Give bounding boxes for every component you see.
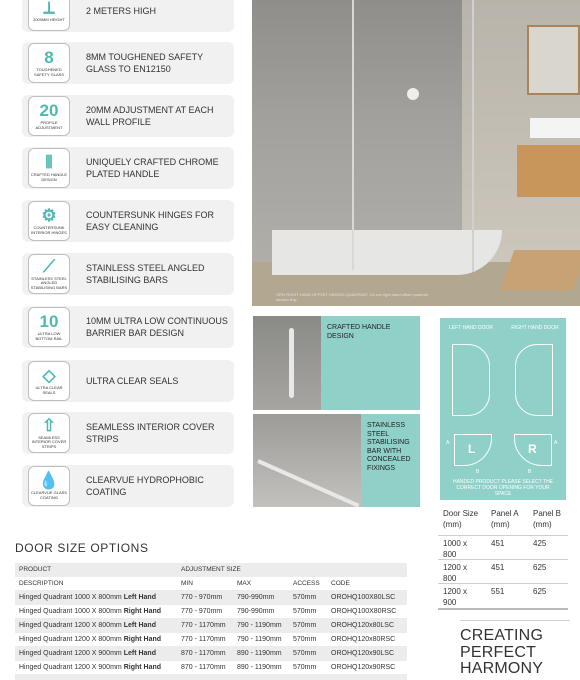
left-letter: L [468,442,476,456]
right-b-label: B [528,469,532,475]
row-access: 570mm [293,608,317,615]
row-min: 770 - 1170mm [181,622,226,629]
dims-cell: 425 [533,539,547,548]
handed-footer: HANDED PRODUCT PLEASE SELECT THE CORRECT DOOR OPENING FOR YOUR SPACE [452,479,554,497]
row-hand: Left Hand [123,594,156,601]
table-row [15,619,407,632]
feature-icon-caption: ULTRA CLEAR SEALS [35,384,63,395]
height-icon [28,0,70,31]
row-max: 790-990mm [237,608,275,615]
photo-caption: ORO RIGHT HAND OFFSET HINGED QUADRANT. Do not right hand offset quadrant shower tray [276,292,429,302]
row-min: 770 - 1170mm [181,636,226,643]
harmony-divider [460,620,570,621]
row-desc-text: Hinged Quadrant 1200 X 800mm [19,622,122,629]
dims-header-cell: Panel B (mm) [533,509,562,529]
diamond-icon [28,361,70,401]
harmony-heading [460,628,543,678]
feature-item [22,306,234,348]
row-description [19,647,156,660]
dims-bottom-rule [438,608,568,610]
feature-text: UNIQUELY CRAFTED CHROME PLATED HANDLE [86,157,219,179]
right-door-elevation [515,344,553,416]
row-code: OROHQ120x90LSC [331,650,395,657]
row-description [19,605,161,618]
left-a-label: A [446,440,450,446]
dims-cell: 551 [491,587,505,596]
feature-text: 2 METERS HIGH [86,6,157,16]
feature-icon-symbol: 20 [39,100,59,120]
row-description [19,633,161,646]
feature-icon-symbol: ◇ [42,365,56,385]
table-header-row-2 [15,577,407,590]
dims-divider [438,559,568,560]
hinge-icon [28,201,70,241]
row-hand: Left Hand [123,650,156,657]
feature-icon-caption: TOUGHENED SAFETY GLASS [34,66,64,77]
dims-cell: 625 [533,563,547,572]
col-description: DESCRIPTION [19,580,64,587]
row-code: OROHQ100X80LSC [331,594,396,601]
dims-divider [438,535,568,536]
handed-diagram [440,318,566,500]
row-min: 870 - 1170mm [181,650,226,657]
dims-cell: 451 [491,563,505,572]
feature-icon-symbol: 10 [39,311,59,331]
row-max: 790 - 1190mm [237,622,282,629]
stabilising-bar-text: STAINLESS STEEL STABILISING BAR WITH CONCEALED FIXINGS [367,422,411,472]
stabilising-bar-panel [361,414,420,507]
feature-icon-caption: ULTRA LOW BOTTOM RAIL [35,330,63,341]
row-max: 890 - 1190mm [237,650,282,657]
door-size-title: DOOR SIZE OPTIONS [15,541,149,555]
dims-cell: 1200 x 900 [443,587,468,607]
row-code: OROHQ120x90RSC [331,664,396,671]
feature-icon-caption: CLEARVUE GLASS COATING [31,489,67,500]
row-hand: Right Hand [123,664,162,671]
row-desc-text: Hinged Quadrant 1200 X 900mm [19,650,122,657]
handle-rod [289,328,294,398]
row-max: 790-990mm [237,594,275,601]
feature-icon-caption: COUNTERSUNK INTERIOR HINGES [31,224,67,235]
feature-item [22,0,234,32]
feature-icon-caption: CRAFTED HANDLE DESIGN [30,171,68,182]
row-desc-text: Hinged Quadrant 1000 X 800mm [19,608,122,615]
row-description [19,619,156,632]
feature-item [22,200,234,242]
row-min: 770 - 970mm [181,594,223,601]
feature-icon-symbol: ⟋ [43,256,55,276]
dims-header-cell: Panel A (mm) [491,509,519,529]
stabilising-bar-icon [28,254,70,294]
door-size-table [15,563,407,680]
row-max: 790 - 1190mm [237,636,282,643]
cover-strip-icon [28,413,70,453]
dims-divider [438,583,568,584]
feature-icon-symbol: 💧 [38,470,60,490]
handle-detail-panel [321,316,420,410]
stabilising-bar-photo [253,414,361,507]
photo-glass-edge-2 [472,0,474,272]
table-row [15,605,407,618]
row-max: 890 - 1190mm [237,664,282,671]
feature-icon-caption: STAINLESS STEEL ANGLED STABILISING BARS [30,275,68,290]
col-product: PRODUCT [19,566,52,573]
row-desc-text: Hinged Quadrant 1000 X 800mm [19,594,122,601]
row-access: 570mm [293,636,317,643]
right-hand-door-label: RIGHT HAND DOOR [511,325,559,331]
glass-thickness-icon [28,43,70,83]
feature-text: 20MM ADJUSTMENT AT EACH WALL PROFILE [86,105,214,127]
harmony-line-2: PERFECT [460,643,537,661]
photo-vanity-unit [517,145,580,197]
harmony-line-3: HARMONY [460,660,544,677]
row-description [19,661,161,674]
feature-text: 8MM TOUGHENED SAFETY GLASS TO EN12150 [86,52,204,74]
row-hand: Left Hand [123,622,156,629]
row-hand: Right Hand [123,608,162,615]
dims-cell: 451 [491,539,505,548]
photo-shower-valve [407,88,419,100]
photo-glass-edge [352,0,354,270]
dims-cell: 1200 x 800 [443,563,468,583]
feature-icon-symbol: ⇧ [41,415,57,435]
harmony-line-1: CREATING [460,627,544,644]
col-max: MAX [237,580,252,587]
feature-text: SEAMLESS INTERIOR COVER STRIPS [86,422,215,444]
coating-icon [28,466,70,506]
feature-icon-symbol: ⚙ [41,205,57,225]
handle-detail-text: CRAFTED HANDLE DESIGN [327,324,391,340]
row-code: OROHQ120x80LSC [331,622,395,629]
row-code: OROHQ100X80RSC [331,608,397,615]
row-min: 870 - 1170mm [181,664,226,671]
feature-text: STAINLESS STEEL ANGLED STABILISING BARS [86,263,205,285]
barrier-bar-icon [28,307,70,347]
col-adjustment: ADJUSTMENT SIZE [181,566,241,573]
row-desc-text: Hinged Quadrant 1200 X 800mm [19,636,122,643]
feature-text: 10MM ULTRA LOW CONTINUOUS BARRIER BAR DESIGN [86,316,228,338]
col-min: MIN [181,580,193,587]
feature-icon-symbol: ⦀ [45,152,53,172]
stabilising-bar-rod [257,459,359,507]
feature-icon-symbol: ⟂ [43,0,55,18]
row-access: 570mm [293,594,317,601]
col-access: ACCESS [293,580,320,587]
col-code: CODE [331,580,350,587]
feature-item [22,147,234,189]
shower-enclosure-photo [252,0,580,306]
feature-text: ULTRA CLEAR SEALS [86,376,179,386]
left-b-label: B [476,469,480,475]
feature-icon-symbol: 8 [44,47,54,67]
row-code: OROHQ120x80RSC [331,636,396,643]
feature-text: CLEARVUE HYDROPHOBIC COATING [86,475,204,497]
right-a-label: A [554,440,558,446]
feature-text: COUNTERSUNK HINGES FOR EASY CLEANING [86,210,215,232]
feature-icon-caption: PROFILE ADJUSTMENT [35,119,63,130]
photo-shower-tray [272,230,502,275]
left-door-elevation [452,344,490,416]
row-hand: Right Hand [123,636,162,643]
left-hand-door-label: LEFT HAND DOOR [448,325,494,331]
photo-mirror [527,25,580,95]
handle-icon [28,148,70,188]
row-access: 570mm [293,664,317,671]
feature-item [22,95,234,137]
dims-header-cell: Door Size (mm) [443,509,479,529]
table-row [15,633,407,646]
right-letter: R [528,442,537,456]
photo-bath-mat [500,250,580,290]
row-access: 570mm [293,622,317,629]
feature-icon-caption: 2000MM HEIGHT [33,17,65,23]
feature-item [22,253,234,295]
feature-item [22,465,234,507]
table-row [15,647,407,660]
handle-detail-photo [253,316,321,410]
table-header-row-1 [15,563,407,576]
feature-item [22,412,234,454]
feature-item [22,42,234,84]
row-desc-text: Hinged Quadrant 1200 X 900mm [19,664,122,671]
table-row [15,591,407,604]
photo-basin [530,118,580,138]
dims-cell: 625 [533,587,547,596]
row-description [19,591,156,604]
row-min: 770 - 970mm [181,608,223,615]
row-access: 570mm [293,650,317,657]
table-row [15,661,407,674]
feature-item [22,360,234,402]
feature-icon-caption: SEAMLESS INTERIOR COVER STRIPS [31,434,67,449]
profile-adjustment-icon [28,96,70,136]
dims-cell: 1000 x 800 [443,539,468,559]
